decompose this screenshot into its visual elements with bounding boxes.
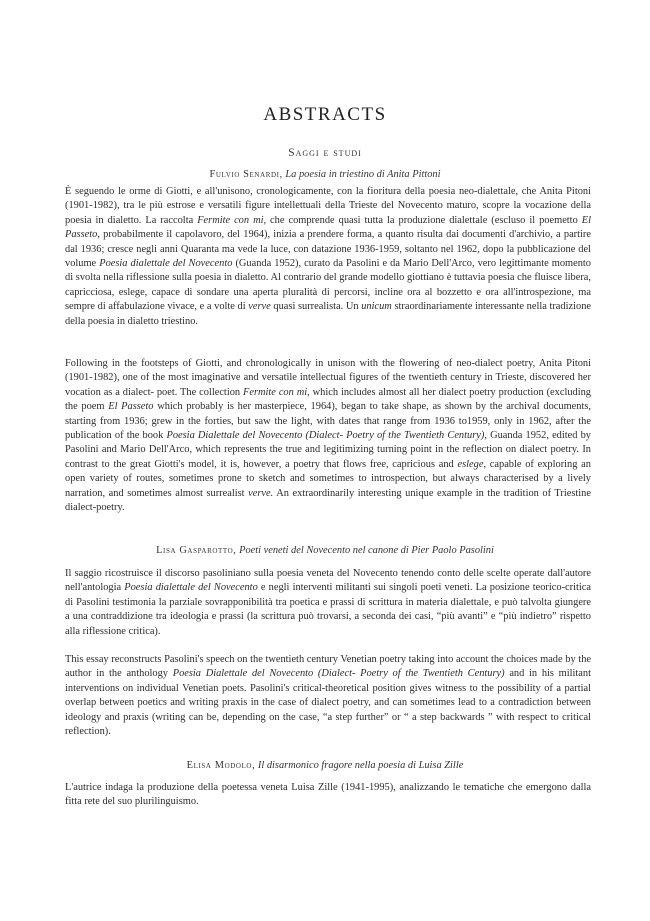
italic-run: Fermite con mi — [243, 386, 308, 398]
entry-title: Poeti veneti del Novecento nel canone di Pier Paolo Pasolini — [239, 545, 494, 556]
abstract-paragraph-italian: Il saggio ricostruisce il discorso pasoliniano sulla poesia veneta del Novecento tenendo conto delle scelte operate dall'autore nell'antologia Poesia dialettale del Novecento e negli interventi militanti sui singoli poeti veneti. La posizione teorico-critica di Pasolini testimonia la parziale sovrapponibilità tra poetica e prassi di scrittura in materia dialettale, e può talvolta giungere a una contraddizione tra ideologia e prassi (la scrittura può trovarsi, a seconda dei casi, “più avanti” e “più indietro” rispetto alla riflessione critica). — [65, 568, 591, 637]
abstract-paragraph-italian: L'autrice indaga la produzione della poetessa veneta Luisa Zille (1941-1995), analizzando le tematiche che emergono dalla fitta rete del suo plurilinguismo. — [65, 782, 591, 808]
abstract-paragraph-english: Following in the footsteps of Giotti, and chronologically in unison with the flowering of neo-dialect poetry, Anita Pitoni (1901-1982), one of the most imaginative and versatile intellectual figures of the twentieth century in Trieste, discovered her vocation as a dialect- poet. The collection Fermite con mi, which includes almost all her dialect poetry production (excluding the poem El Passeto which probably is her masterpiece, 1964), began to take shape, as shown by the archival documents, starting from 1936; grew in the forties, but saw the light, with dates that range from 1936 to1959, only in 1962, after the publication of the book Poesia Dialettale del Novecento (Dialect- Poetry of the Twentieth Century), Guanda 1952, edited by Pasolini and Mario Dell'Arco, which represents the true and legitimizing turning point in the reflection on dialect poetry. In contrast to the great Giotti's model, it is, however, a poetry that flows free, capricious and eslege, capable of exploring an open variety of routes, sometimes prone to sketch and sometimes to introspection, but always characterised by a lively narration, and sometimes almost surrealist verve. An extraordinarily interesting unique example in the tradition of Triestine dialect-poetry. — [65, 358, 591, 514]
entry-heading — [0, 169, 650, 180]
italic-run: El Passeto — [108, 401, 154, 413]
italic-run: Poesia Dialettale del Novecento (Dialect- Poetry of the Twentieth Century) — [172, 668, 505, 680]
italic-run: Poesia dialettale del Novecento — [124, 582, 258, 594]
abstract-paragraph-english: This essay reconstructs Pasolini's speech on the twentieth century Venetian poetry taking into account the choices made by the author in the anthology Poesia Dialettale del Novecento (Dialect- Poetry of the Twentieth Century) and in his militant interventions on individual Venetian poets. Pasolini's critical-theoretical position gives witness to the possibility of a partial overlap between poetics and writing praxis in the case of dialect poetry, and can sometimes lead to a contradiction between ideology and praxis (writing can be, depending on the case, “a step further” or “ a step backwards ” with respect to critical reflection). — [65, 654, 591, 738]
italic-run: eslege — [457, 458, 484, 470]
page-title: ABSTRACTS — [263, 104, 387, 125]
entry-title: La poesia in triestino di Anita Pittoni — [285, 169, 441, 180]
entry-heading — [0, 545, 650, 556]
italic-run: Poesia dialettale del Novecento — [99, 258, 233, 270]
italic-run: unicum — [361, 301, 392, 313]
entry-author: Fulvio Senardi, — [209, 169, 283, 180]
entry-author: Lisa Gasparotto, — [156, 545, 237, 556]
entry-heading — [0, 760, 650, 771]
italic-run: El Passeto — [65, 214, 591, 241]
entry-title: Il disarmonico fragore nella poesia di Luisa Zille — [257, 760, 464, 771]
abstract-paragraph-italian: È seguendo le orme di Giotti, e all'unisono, cronologicamente, con la fioritura della poesia neo-dialettale, che Anita Pitoni (1901-1982), tra le più estrose e versatili figure intellettuali della Trieste del Novecento maturo, scopre la vocazione della poesia in dialetto. La raccolta Fermite con mi, che comprende quasi tutta la produzione dialettale (escluso il poemetto El Passeto, probabilmente il capolavoro, del 1964), inizia a prendere forma, a quanto risulta dai documenti d'archivio, a partire dal 1936; cresce negli anni Quaranta ma vede la luce, con datazione 1936-1959, soltanto nel 1962, dopo la pubblicazione del volume Poesia dialettale del Novecento (Guanda 1952), curato da Pasolini e da Mario Dell'Arco, vero legittimante momento di svolta nella riflessione sulla poesia in dialetto. Al contrario del grande modello giottiano è tuttavia poesia che fluisce libera, capricciosa, eslege, capace di sondare una aperta pluralità di percorsi, incline ora al bozzetto e ora all'introspezione, ma sempre di affabulazione vivace, e a volte di verve quasi surrealista. Un unicum straordinariamente interessante nella tradizione della poesia in dialetto triestino. — [65, 186, 592, 327]
entry-author: Elisa Modolo, — [186, 760, 256, 771]
italic-run: Poesia Dialettale del Novecento (Dialect- Poetry of the Twentieth Century) — [166, 430, 485, 442]
italic-run: Fermite con mi — [197, 214, 264, 226]
section-title: Saggi e studi — [288, 147, 362, 159]
italic-run: verve — [248, 301, 271, 313]
italic-run: verve. — [248, 487, 274, 499]
